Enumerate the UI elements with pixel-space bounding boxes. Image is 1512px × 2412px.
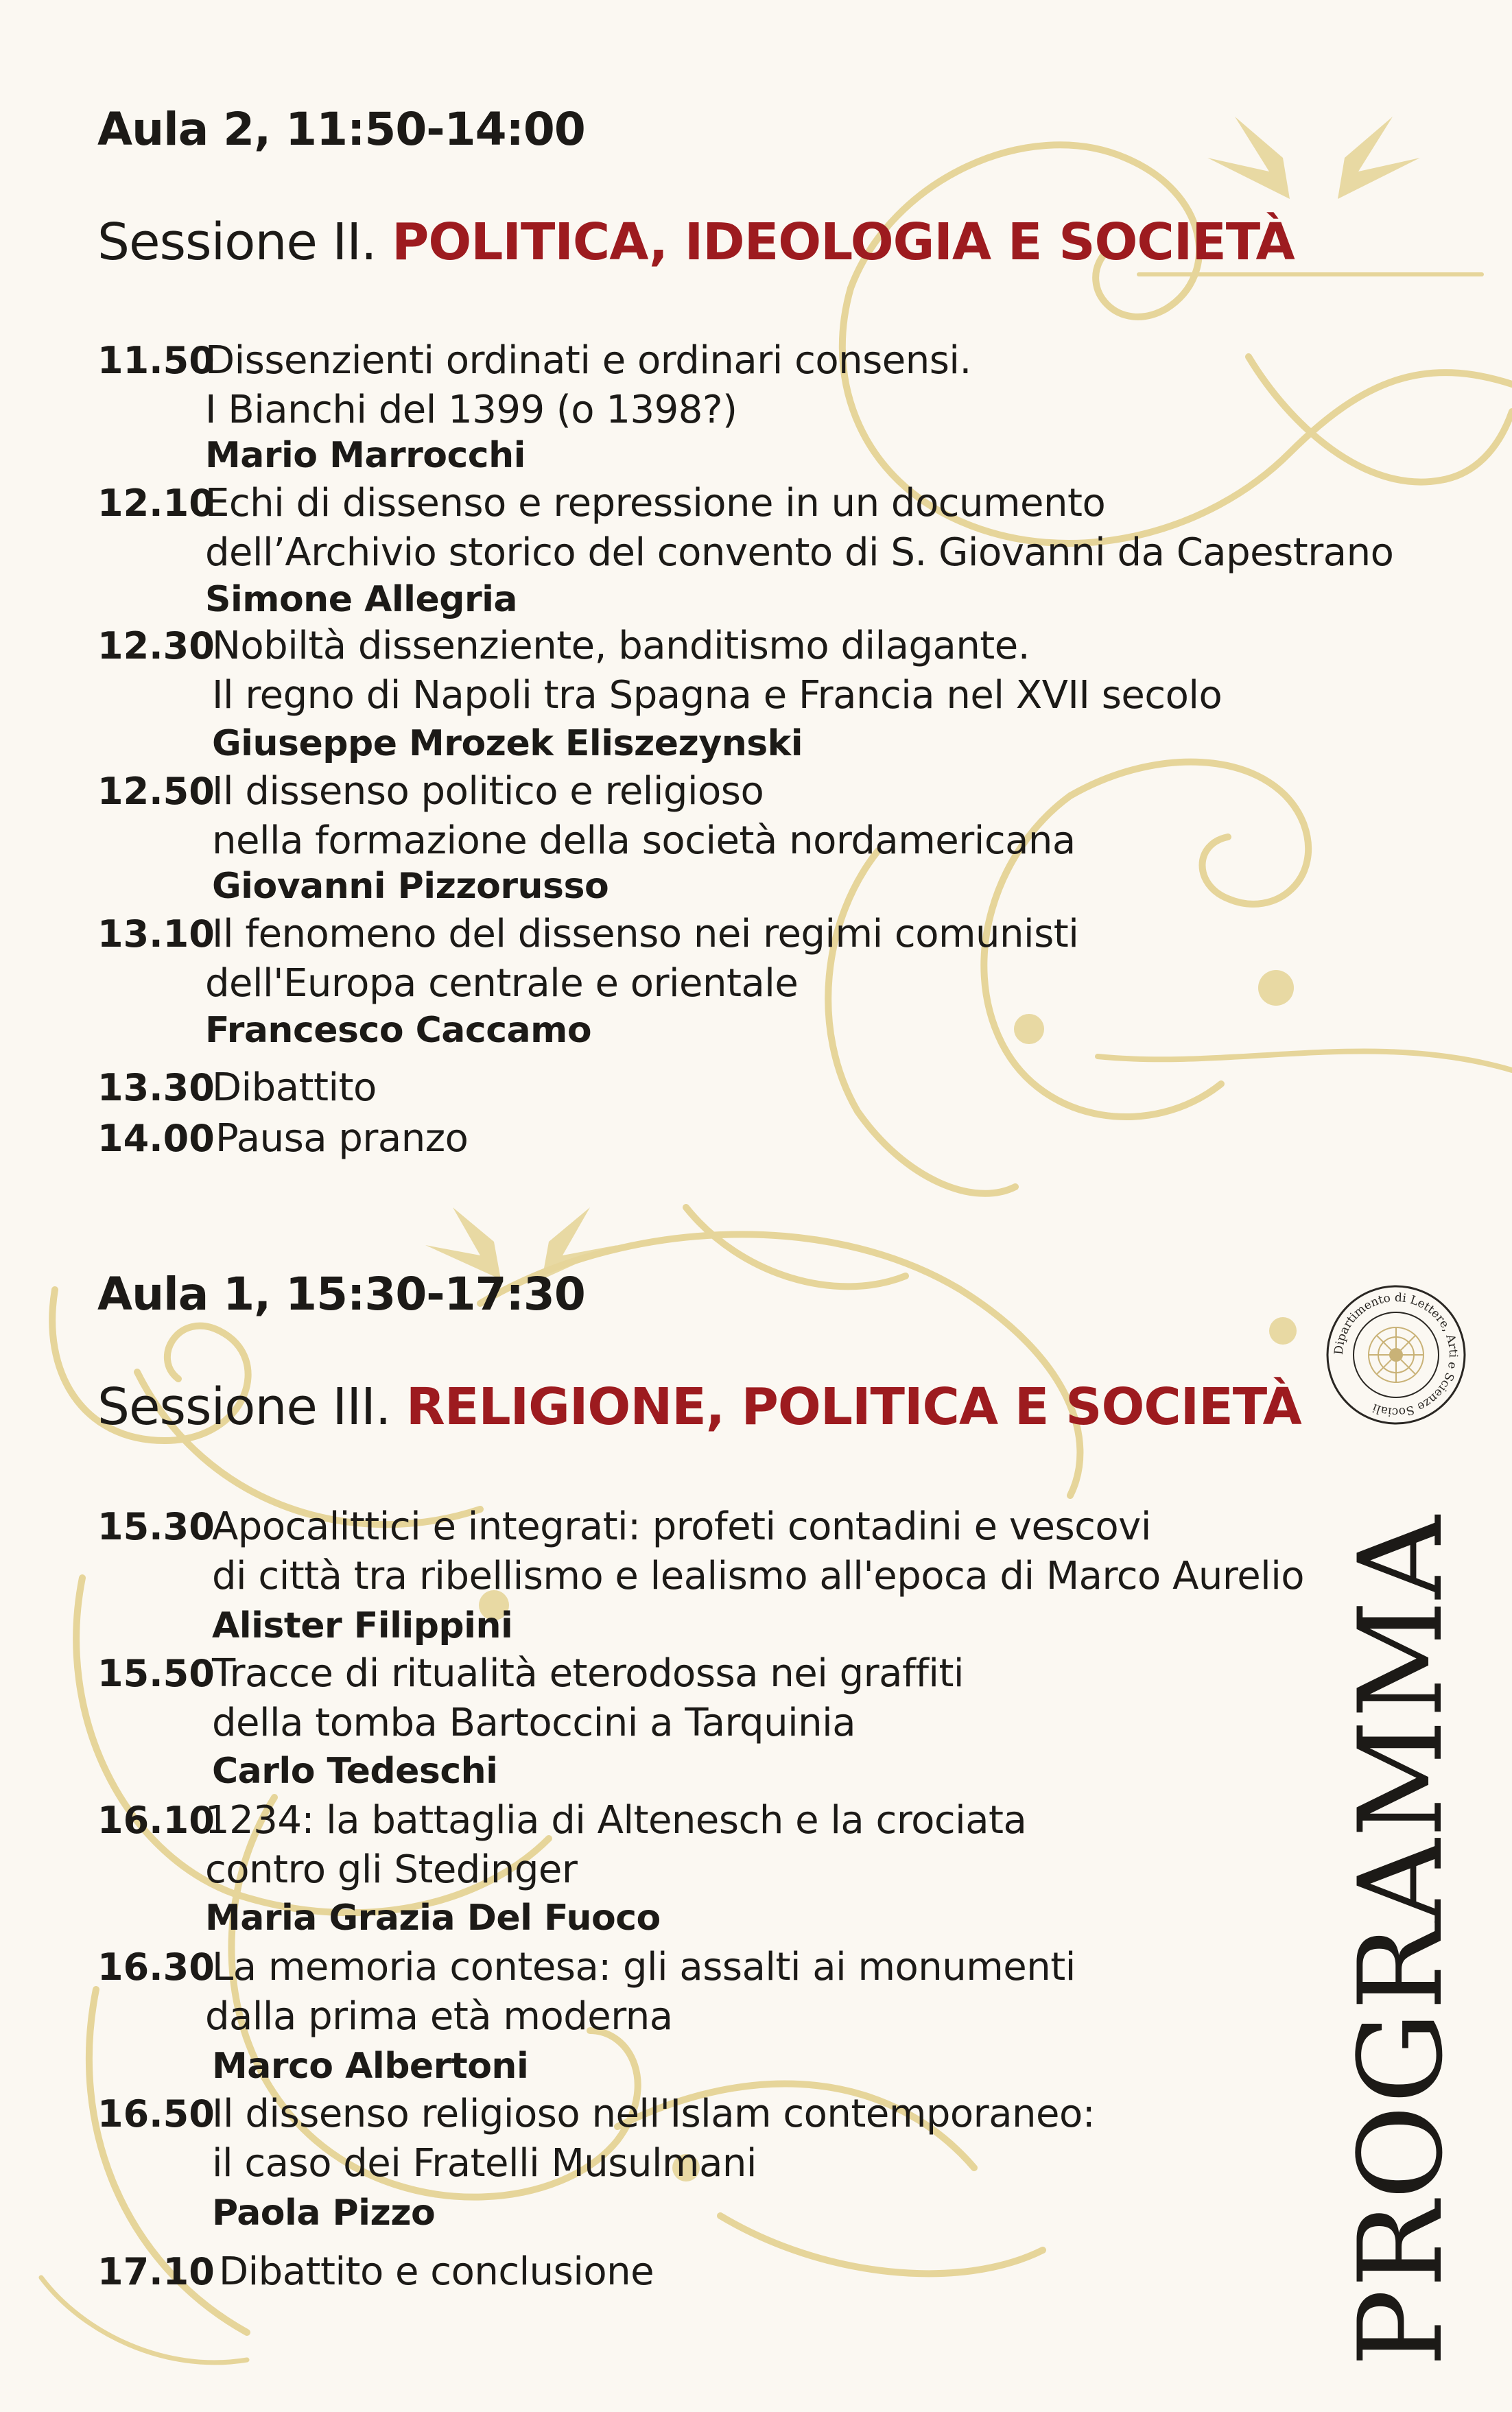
item-speaker: Maria Grazia Del Fuoco bbox=[205, 1897, 661, 1939]
item-title-line: Il dissenso religioso nell'Islam contemporaneo: bbox=[212, 2092, 1096, 2136]
session3-aula: Aula 1, 15:30-17:30 bbox=[97, 1268, 585, 1321]
department-seal bbox=[1324, 1283, 1468, 1427]
item-title-line: I Bianchi del 1399 (o 1398?) bbox=[205, 388, 737, 432]
session2-aula: Aula 2, 11:50-14:00 bbox=[97, 103, 585, 156]
item-title-line: dell’Archivio storico del convento di S. Giovanni da Capestrano bbox=[205, 530, 1394, 575]
item-title-line: il caso dei Fratelli Musulmani bbox=[212, 2141, 757, 2186]
session2-title: POLITICA, IDEOLOGIA E SOCIETÀ bbox=[392, 213, 1295, 272]
session2-heading bbox=[97, 213, 1295, 272]
item-speaker: Paola Pizzo bbox=[212, 2192, 436, 2234]
item-speaker: Marco Albertoni bbox=[212, 2046, 529, 2087]
item-title-line: della tomba Bartoccini a Tarquinia bbox=[212, 1701, 856, 1745]
item-time: 12.50 bbox=[97, 770, 215, 813]
session3-heading bbox=[97, 1378, 1301, 1436]
item-title-line: nella formazione della società nordamericana bbox=[212, 818, 1076, 863]
item-speaker: Francesco Caccamo bbox=[205, 1010, 592, 1051]
item-title-line: Echi di dissenso e repressione in un documento bbox=[205, 481, 1106, 525]
item-title-line: Pausa pranzo bbox=[215, 1116, 469, 1161]
session3-prefix: Sessione III. bbox=[97, 1378, 406, 1436]
item-time: 15.50 bbox=[97, 1652, 215, 1695]
item-time: 12.30 bbox=[97, 624, 215, 667]
item-title-line: 1234: la battaglia di Altenesch e la crociata bbox=[205, 1798, 1027, 1843]
item-time: 13.30 bbox=[97, 1066, 215, 1109]
item-title-line: Apocalittici e integrati: profeti contadini e vescovi bbox=[212, 1504, 1151, 1549]
item-time: 12.10 bbox=[97, 482, 215, 525]
item-time: 11.50 bbox=[97, 339, 215, 382]
item-title-line: La memoria contesa: gli assalti ai monumenti bbox=[212, 1945, 1076, 1989]
programma-vertical-title: PROGRAMMA bbox=[1334, 1514, 1468, 2367]
item-time: 15.30 bbox=[97, 1505, 215, 1548]
item-time: 16.30 bbox=[97, 1946, 215, 1989]
item-speaker: Giovanni Pizzorusso bbox=[212, 866, 609, 907]
item-time: 17.10 bbox=[97, 2250, 215, 2293]
item-title-line: di città tra ribellismo e lealismo all'epoca di Marco Aurelio bbox=[212, 1554, 1305, 1598]
item-title-line: dalla prima età moderna bbox=[205, 1994, 673, 2039]
item-title-line: Il fenomeno del dissenso nei regimi comunisti bbox=[212, 912, 1079, 956]
item-title-line: Dibattito e conclusione bbox=[219, 2249, 654, 2294]
item-title-line: Tracce di ritualità eterodossa nei graffiti bbox=[212, 1651, 964, 1696]
item-speaker: Giuseppe Mrozek Eliszezynski bbox=[212, 723, 803, 764]
session2-prefix: Sessione II. bbox=[97, 213, 392, 272]
item-title-line: Nobiltà dissenziente, banditismo dilagante. bbox=[212, 624, 1030, 668]
item-title-line: Dibattito bbox=[212, 1065, 377, 1110]
item-title-line: Il dissenso politico e religioso bbox=[212, 769, 764, 814]
svg-text:Dipartimento di Lettere, Arti: Dipartimento di Lettere, Arti e Scienze Sociali bbox=[1332, 1290, 1461, 1419]
item-speaker: Carlo Tedeschi bbox=[212, 1751, 498, 1792]
item-speaker: Alister Filippini bbox=[212, 1605, 513, 1646]
item-title-line: contro gli Stedinger bbox=[205, 1847, 578, 1892]
item-title-line: Il regno di Napoli tra Spagna e Francia nel XVII secolo bbox=[212, 673, 1222, 718]
item-time: 14.00 bbox=[97, 1117, 215, 1160]
item-speaker: Mario Marrocchi bbox=[205, 435, 525, 476]
item-time: 16.10 bbox=[97, 1799, 215, 1842]
item-time: 16.50 bbox=[97, 2092, 215, 2136]
item-title-line: dell'Europa centrale e orientale bbox=[205, 961, 799, 1006]
item-title-line: Dissenzienti ordinati e ordinari consensi. bbox=[205, 338, 971, 383]
item-time: 13.10 bbox=[97, 912, 215, 956]
item-speaker: Simone Allegria bbox=[205, 579, 518, 620]
session3-title: RELIGIONE, POLITICA E SOCIETÀ bbox=[405, 1378, 1301, 1436]
